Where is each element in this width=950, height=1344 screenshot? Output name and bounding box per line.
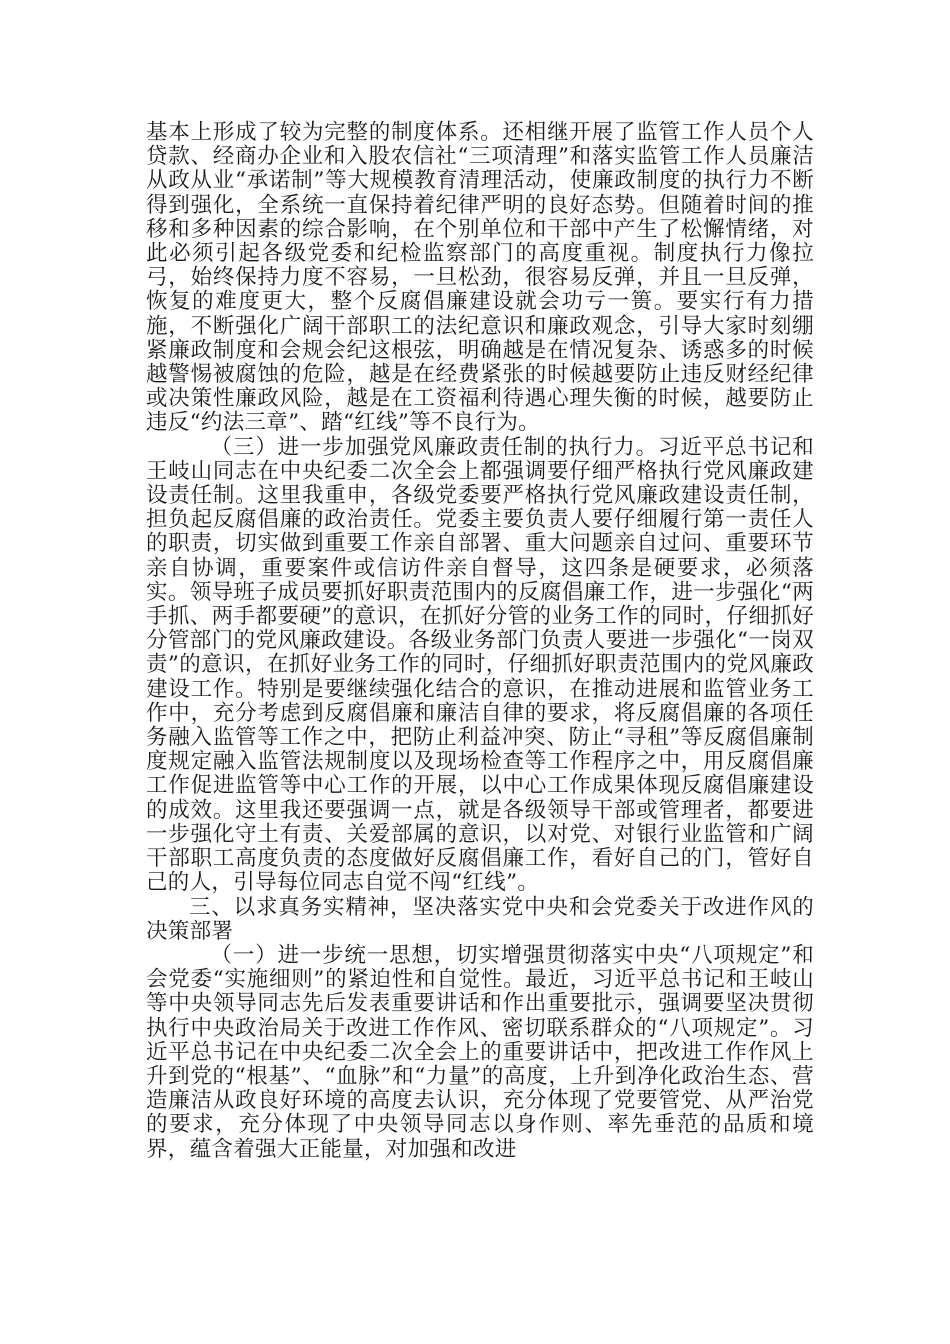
section-heading: 三、以求真务实精神，坚决落实党中央和会党委关于改进作风的决策部署: [146, 894, 814, 944]
paragraph-1: 基本上形成了较为完整的制度体系。还相继开展了监管工作人员个人贷款、经商办企业和入股农信社“三项清理”和落实监管工作人员廉洁从政从业“承诺制”等大规模教育清理活动，使廉政制度的执行力不断得到强化，全系统一直保持着纪律严明的良好态势。但随着时间的推移和多种因素的综合影响，在个别单位和干部中产生了松懈情绪，对此必须引起各级党委和纪检监察部门的高度重视。制度执行力像拉弓，始终保持力度不容易，一旦松劲，很容易反弹，并且一旦反弹，恢复的难度更大，整个反腐倡廉建设就会功亏一篑。要实行有力措施，不断强化广阔干部职工的法纪意识和廉政观念，引导大家时刻绷紧廉政制度和会规会纪这根弦，明确越是在情况复杂、诱惑多的时候越警惕被腐蚀的危险，越是在经费紧张的时候越要防止违反财经纪律或决策性廉政风险，越是在工资福利待遇心理失衡的时候，越要防止违反“约法三章”、踏“红线”等不良行为。: [146, 120, 814, 436]
paragraph-3: （一）进一步统一思想，切实增强贯彻落实中央“八项规定”和会党委“实施细则”的紧迫性和自觉性。最近，习近平总书记和王岐山等中央领导同志先后发表重要讲话和作出重要批示，强调要坚决贯彻执行中央政治局关于改进工作作风、密切联系群众的“八项规定”。习近平总书记在中央纪委二次全会上的重要讲话中，把改进工作作风上升到党的“根基”、“血脉”和“力量”的高度，上升到净化政治生态、营造廉洁从政良好环境的高度去认识，充分体现了党要管党、从严治党的要求，充分体现了中央领导同志以身作则、率先垂范的品质和境界，蕴含着强大正能量，对加强和改进: [146, 942, 814, 1162]
document-body: [146, 121, 814, 1162]
paragraph-2: （三）进一步加强党风廉政责任制的执行力。习近平总书记和王岐山同志在中央纪委二次全会上都强调要仔细严格执行党风廉政建设责任制。这里我重申，各级党委要严格执行党风廉政建设责任制，担负起反腐倡廉的政治责任。党委主要负责人要仔细履行第一责任人的职责，切实做到重要工作亲自部署、重大问题亲自过问、重要环节亲自协调，重要案件或信访件亲自督导，这四条是硬要求，必须落实。领导班子成员要抓好职责范围内的反腐倡廉工作，进一步强化“两手抓、两手都要硬”的意识，在抓好分管的业务工作的同时，仔细抓好分管部门的党风廉政建设。各级业务部门负责人要进一步强化“一岗双责”的意识，在抓好业务工作的同时，仔细抓好职责范围内的党风廉政建设工作。特别是要继续强化结合的意识，在推动进展和监管业务工作中，充分考虑到反腐倡廉和廉洁自律的要求，将反腐倡廉的各项任务融入监管等工作之中，把防止利益冲突、防止“寻租”等反腐倡廉制度规定融入监管法规制度以及现场检查等工作程序之中，用反腐倡廉工作促进监管等中心工作的开展，以中心工作成果体现反腐倡廉建设的成效。这里我还要强调一点，就是各级领导干部或管理者，都要进一步强化守土有责、关爱部属的意识，以对党、对银行业监管和广阔干部职工高度负责的态度做好反腐倡廉工作，看好自己的门，管好自己的人，引导每位同志自觉不闯“红线”。: [146, 434, 814, 896]
